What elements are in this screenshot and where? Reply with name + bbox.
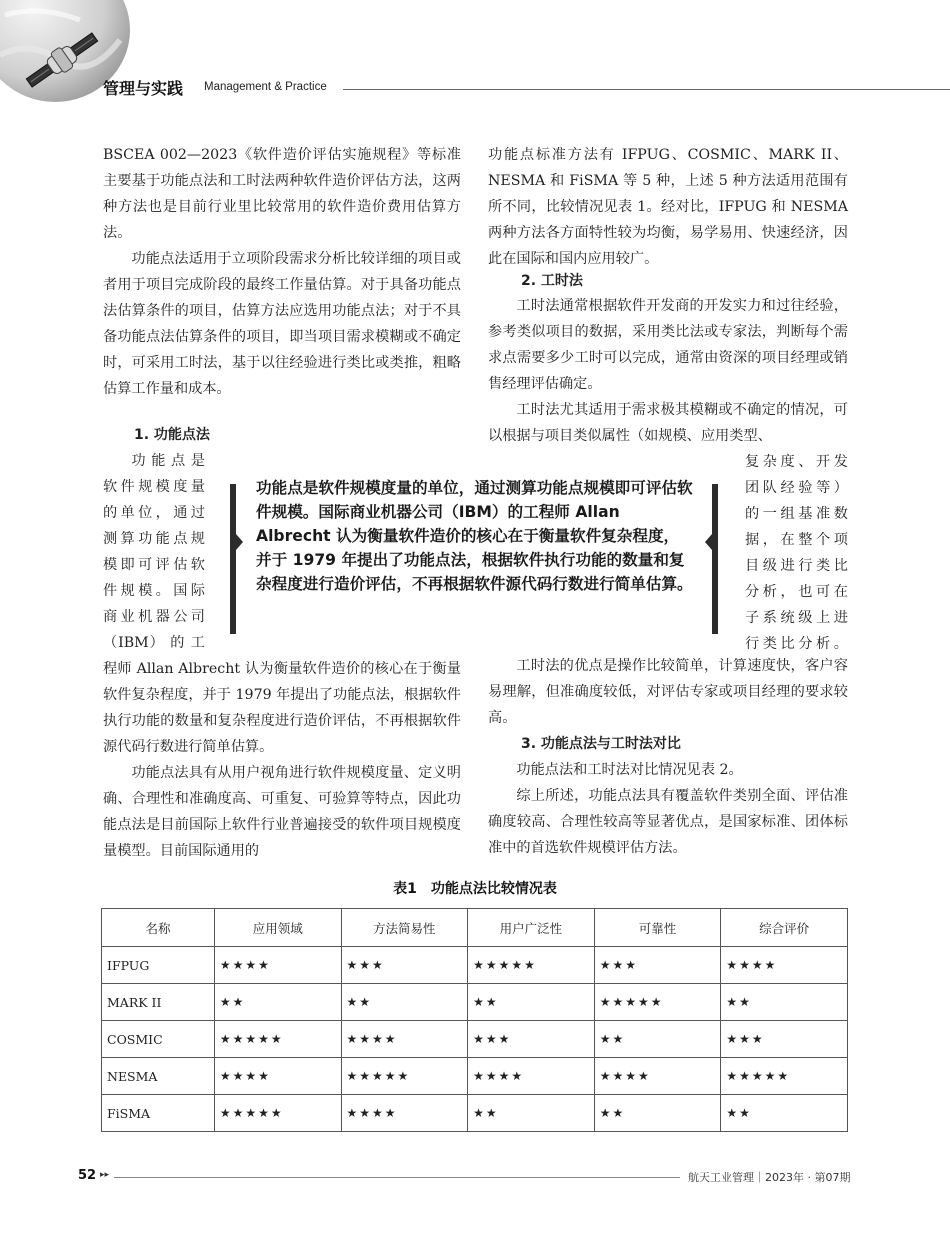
right-paragraph-2: 工时法通常根据软件开发商的开发实力和过往经验，参考类似项目的数据，采用类比法或专家法，判断每个需求点需要多少工时可以完成，通常由资深的项目经理或销售经理评估确定。	[488, 298, 848, 392]
table-header-cell: 方法简易性	[341, 909, 468, 947]
table-header-cell: 用户广泛性	[468, 909, 595, 947]
wrap-line: 分析，也可在	[745, 584, 848, 600]
table-cell-rating: ★★★	[468, 1021, 595, 1058]
comparison-table	[101, 908, 848, 1132]
double-arrow-icon: ▸▸	[100, 1170, 110, 1180]
right-paragraph-5: 功能点法和工时法对比情况见表 2。	[516, 762, 743, 778]
left-paragraph-3-continued: 程师 Allan Albrecht 认为衡量软件造价的核心在于衡量软件复杂程度，并于 1979 年提出了功能点法，根据软件执行功能的数量和复杂程度进行造价评估，不再根据软件源代码行数进行简单估算。	[103, 661, 461, 755]
table-row	[102, 1095, 848, 1132]
wrap-line: 的一组基准数	[745, 506, 848, 522]
table-cell-rating: ★★★★	[214, 947, 341, 984]
pull-quote	[230, 476, 718, 624]
wrap-line: 子系统级上进	[745, 610, 848, 626]
table-cell-rating: ★★★	[594, 947, 721, 984]
heading-comparison: 3. 功能点法与工时法对比	[521, 736, 681, 752]
wrap-line: 件规模。国际	[103, 583, 205, 599]
table-cell-rating: ★★	[721, 984, 848, 1021]
table-cell-rating: ★★★★	[341, 1021, 468, 1058]
table-header-row	[102, 909, 848, 947]
table-cell-rating: ★★★★	[594, 1058, 721, 1095]
table-cell-rating: ★★★★★	[214, 1021, 341, 1058]
table-cell-rating: ★★★★	[214, 1058, 341, 1095]
right-paragraph-1: 功能点标准方法有 IFPUG、COSMIC、MARK II、NESMA 和 FiSMA 等 5 种，上述 5 种方法适用范围有所不同，比较情况见表 1。经对比，IFPUG 和 NESMA 两种方法各方面特性较为均衡，易学易用、快速经济，因此在国际和国内应用较广。	[488, 147, 848, 267]
table-caption: 表1 功能点法比较情况表	[393, 881, 557, 897]
table-cell-rating: ★★★★★	[214, 1095, 341, 1132]
wrap-line: 团队经验等）	[745, 480, 848, 496]
wrap-line: （IBM） 的 工	[103, 635, 205, 651]
table-cell-name: COSMIC	[102, 1021, 215, 1058]
table-cell-rating: ★★	[341, 984, 468, 1021]
table-cell-rating: ★★★★	[468, 1058, 595, 1095]
table-cell-name: IFPUG	[102, 947, 215, 984]
header-divider	[343, 89, 950, 90]
table-cell-rating: ★★	[594, 1021, 721, 1058]
left-wrap-lines	[103, 448, 205, 656]
quote-arrow-right-icon	[705, 534, 712, 550]
heading-function-point: 1. 功能点法	[134, 427, 210, 443]
right-paragraph-3: 工时法尤其适用于需求极其模糊或不确定的情况，可以根据与项目类似属性（如规模、应用类型、	[488, 402, 848, 444]
table-cell-rating: ★★	[721, 1095, 848, 1132]
quote-bar-left	[230, 484, 236, 634]
section-subtitle: Management & Practice	[204, 81, 327, 93]
table-header-cell: 应用领域	[214, 909, 341, 947]
table-row	[102, 947, 848, 984]
table-cell-rating: ★★★★★	[594, 984, 721, 1021]
left-paragraph-4: 功能点法具有从用户视角进行软件规模度量、定义明确、合理性和准确度高、可重复、可验算等特点，因此功能点法是目前国际上软件行业普遍接受的软件项目规模度量模型。目前国际通用的	[103, 765, 461, 859]
wrap-line: 软件规模度量	[103, 479, 205, 495]
table-cell-rating: ★★★★	[341, 1095, 468, 1132]
table-cell-name: NESMA	[102, 1058, 215, 1095]
table-cell-name: FiSMA	[102, 1095, 215, 1132]
wrap-line: 功能点是	[131, 453, 205, 469]
table-cell-rating: ★★	[468, 984, 595, 1021]
table-cell-rating: ★★	[468, 1095, 595, 1132]
table-header-cell: 名称	[102, 909, 215, 947]
wrap-line: 的单位，通过	[103, 505, 205, 521]
heading-man-hour: 2. 工时法	[521, 273, 583, 289]
footer-divider	[114, 1177, 680, 1178]
table-header-cell: 可靠性	[594, 909, 721, 947]
table-header-cell: 综合评价	[721, 909, 848, 947]
pull-quote-text: 功能点是软件规模度量的单位，通过测算功能点规模即可评估软件规模。国际商业机器公司（IBM）的工程师 Allan Albrecht 认为衡量软件造价的核心在于衡量软件复杂程度，并于 1979 年提出了功能点法，根据软件执行功能的数量和复杂程度进行造价评估，不再根据软件源代码行数进行简单估算。	[256, 479, 693, 593]
right-wrap-lines	[745, 449, 848, 657]
table-row	[102, 984, 848, 1021]
wrap-line: 商业机器公司	[103, 609, 205, 625]
left-paragraph-1: BSCEA 002—2023《软件造价评估实施规程》等标准主要基于功能点法和工时法两种软件造价评估方法，这两种方法也是目前行业里比较常用的软件造价费用估算方法。	[103, 147, 461, 241]
table-cell-rating: ★★	[594, 1095, 721, 1132]
wrap-line: 据，在整个项	[745, 532, 848, 548]
wrap-line: 行类比分析。	[745, 636, 848, 652]
right-paragraph-6: 综上所述，功能点法具有覆盖软件类别全面、评估准确度较高、合理性较高等显著优点，是国家标准、团体标准中的首选软件规模评估方法。	[488, 788, 848, 856]
wrap-line: 目级进行类比	[745, 558, 848, 574]
quote-arrow-left-icon	[236, 534, 243, 550]
wrap-line: 模即可评估软	[103, 557, 205, 573]
table-cell-rating: ★★★★★	[468, 947, 595, 984]
table-cell-rating: ★★★	[341, 947, 468, 984]
wrap-line: 复杂度、开发	[745, 454, 848, 470]
table-row	[102, 1021, 848, 1058]
table-cell-name: MARK II	[102, 984, 215, 1021]
page-number: 52	[78, 1168, 97, 1183]
left-paragraph-2: 功能点法适用于立项阶段需求分析比较详细的项目或者用于项目完成阶段的最终工作量估算。对于具备功能点法估算条件的项目，估算方法应选用功能点法；对于不具备功能点法估算条件的项目，即当项目需求模糊或不确定时，可采用工时法，基于以往经验进行类比或类推，粗略估算工作量和成本。	[103, 251, 461, 397]
table-row	[102, 1058, 848, 1095]
wrap-line: 测算功能点规	[103, 531, 205, 547]
quote-bar-right	[712, 484, 718, 634]
section-title: 管理与实践	[103, 79, 184, 98]
table-cell-rating: ★★★★★	[341, 1058, 468, 1095]
right-paragraph-4: 工时法的优点是操作比较简单，计算速度快，客户容易理解，但准确度较低，对评估专家或项目经理的要求较高。	[488, 658, 848, 726]
table-cell-rating: ★★	[214, 984, 341, 1021]
table-cell-rating: ★★★★	[721, 947, 848, 984]
table-cell-rating: ★★★★★	[721, 1058, 848, 1095]
journal-issue: 航天工业管理｜2023年 · 第07期	[688, 1171, 851, 1184]
table-cell-rating: ★★★	[721, 1021, 848, 1058]
